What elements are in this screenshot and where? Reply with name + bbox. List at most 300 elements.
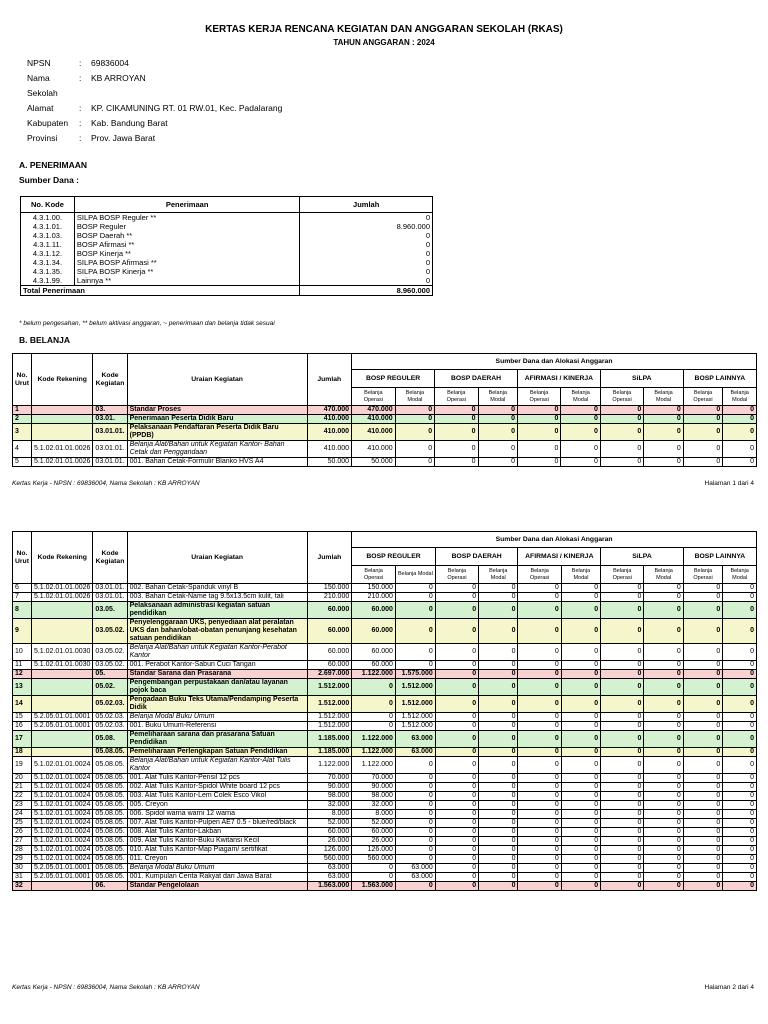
jumlah-cell: 1.185.000 [307,748,352,757]
alokasi-cell: 0 [518,644,561,661]
alokasi-cell: 0 [601,837,644,846]
penerimaan-name-cell: BOSP Afirmasi ** [74,240,299,249]
info-row [27,131,282,146]
alokasi-cell: 0 [479,828,518,837]
alokasi-cell: 0 [683,846,722,855]
alokasi-cell: 0 [644,757,683,774]
uraian-cell: 003. Alat Tulis Kantor-Lem Colek Esco Vikol [127,792,307,801]
alokasi-cell: 0 [723,670,757,679]
fund-group-header: BOSP REGULER [352,370,435,388]
jumlah-cell: 70.000 [307,774,352,783]
alokasi-cell: 0 [683,882,722,891]
kode-kegiatan-cell: 03.01. [93,415,127,424]
col-header: Penerimaan [74,197,299,213]
alokasi-cell: 0 [723,783,757,792]
info-row [27,116,282,131]
alokasi-cell: 0 [601,855,644,864]
kode-rekening-cell: 5.2.05.01.01.0001 [31,713,92,722]
kode-rekening-cell [31,670,92,679]
alokasi-cell: 0 [683,593,722,602]
alokasi-cell: 1.512.000 [395,722,435,731]
belanja-row [13,837,757,846]
jumlah-cell: 8.000 [307,810,352,819]
belanja-modal-header: Belanja Modal [561,388,600,406]
kode-rekening-cell: 5.2.05.01.01.0001 [31,873,92,882]
jumlah-header: Jumlah [307,532,352,584]
jumlah-cell: 560.000 [307,855,352,864]
kode-kegiatan-cell: 05. [93,670,127,679]
alokasi-cell: 1.575.000 [395,670,435,679]
penerimaan-table [20,196,433,296]
alokasi-cell: 60.000 [352,644,396,661]
alokasi-cell: 0 [517,406,560,415]
kode-rekening-cell [31,696,92,713]
alokasi-cell: 0 [723,441,757,458]
alokasi-cell: 0 [683,731,722,748]
alokasi-cell: 0 [435,757,478,774]
alokasi-cell: 0 [352,864,396,873]
belanja-operasi-header: Belanja Operasi [683,388,723,406]
belanja-row [13,855,757,864]
alokasi-cell: 0 [683,670,722,679]
uraian-cell: Belanja Modal Buku Umum [127,713,307,722]
uraian-cell: Penyelenggaraan UKS, penyediaan alat peralatan UKS dan bahan/obat-obatan penunjang kesehatan satuan pendidikan [127,619,307,644]
uraian-cell: 001. Kumpulan Cerita Rakyat dari Jawa Barat [127,873,307,882]
alokasi-cell: 0 [435,864,478,873]
alokasi-cell: 0 [435,873,478,882]
jumlah-cell: 0 [300,231,433,240]
alokasi-cell: 0 [518,696,561,713]
uraian-cell: 001. Buku Umum-Referensi [127,722,307,731]
alokasi-cell: 0 [683,819,722,828]
uraian-cell: Penerimaan Peserta Didik Baru [127,415,307,424]
uraian-cell: 006. Spidol warna warni 12 warna [127,810,307,819]
alokasi-cell: 0 [435,584,478,593]
penerimaan-row [21,231,433,240]
kode-rekening-cell: 5.1.02.01.01.0026 [31,441,92,458]
info-label: Provinsi [27,133,58,143]
fund-group-header: BOSP LAINNYA [683,548,756,566]
alokasi-cell: 0 [518,593,561,602]
alokasi-cell: 0 [601,644,644,661]
fund-group-header: AFIRMASI / KINERJA [518,548,601,566]
penerimaan-row [21,222,433,231]
uraian-cell: 005. Creyon [127,801,307,810]
alokasi-cell: 0 [561,661,600,670]
alokasi-cell: 0 [723,593,757,602]
alokasi-cell: 0 [395,819,435,828]
alokasi-cell: 0 [601,670,644,679]
alokasi-cell: 0 [683,810,722,819]
no-cell: 7 [13,593,32,602]
alokasi-cell: 0 [518,757,561,774]
belanja-row [13,828,757,837]
jumlah-cell: 52.000 [307,819,352,828]
uraian-cell: Belanja Alat/Bahan untuk Kegiatan Kantor-Perabot Kantor [127,644,307,661]
belanja-row [13,619,757,644]
fund-group-header: SiLPA [600,370,683,388]
alokasi-cell: 0 [644,441,683,458]
alokasi-cell: 0 [601,873,644,882]
uraian-cell: Standar Sarana dan Prasarana [127,670,307,679]
jumlah-cell: 0 [300,276,433,286]
alokasi-cell: 0 [723,757,757,774]
no-cell: 27 [13,837,32,846]
uraian-cell: 002. Bahan Cetak-Spanduk vinyl B [127,584,307,593]
school-info [27,56,282,146]
penerimaan-row [21,267,433,276]
alokasi-cell: 0 [683,713,722,722]
jumlah-cell: 210.000 [307,593,352,602]
jumlah-cell: 60.000 [307,828,352,837]
kode-cell: 4.3.1.35. [21,267,75,276]
uraian-cell: Standar Proses [127,406,307,415]
fund-group-header: AFIRMASI / KINERJA [517,370,600,388]
kode-kegiatan-cell: 05.02.03. [93,722,127,731]
alokasi-cell: 0 [395,810,435,819]
alokasi-cell: 0 [723,424,757,441]
info-row [27,101,282,116]
alokasi-cell: 0 [435,458,478,467]
alokasi-cell: 0 [723,644,757,661]
fund-group-header: BOSP REGULER [352,548,436,566]
no-cell: 3 [13,424,32,441]
footer-page-number: Halaman 1 dari 4 [704,480,754,487]
belanja-row [13,679,757,696]
alokasi-cell: 0 [435,713,478,722]
alokasi-cell: 0 [561,748,600,757]
alokasi-cell: 98.000 [352,792,396,801]
jumlah-cell: 0 [300,267,433,276]
alokasi-cell: 0 [683,415,723,424]
alokasi-cell: 1.122.000 [352,731,396,748]
alokasi-cell: 0 [479,819,518,828]
belanja-heading: B. BELANJA [19,335,71,345]
alokasi-cell: 0 [478,415,517,424]
alokasi-cell: 0 [561,670,600,679]
alokasi-cell: 0 [723,696,757,713]
alokasi-cell: 0 [561,801,600,810]
penerimaan-name-cell: BOSP Kinerja ** [74,249,299,258]
kode-rekening-cell: 5.2.05.01.01.0001 [31,722,92,731]
alokasi-cell: 0 [479,619,518,644]
no-cell: 21 [13,783,32,792]
uraian-cell: Pemeliharaan Perlengkapan Satuan Pendidikan [127,748,307,757]
no-cell: 5 [13,458,32,467]
alokasi-cell: 0 [435,661,478,670]
info-row [27,56,282,71]
kode-kegiatan-cell: 05.08.05. [93,757,127,774]
alokasi-cell: 0 [435,748,478,757]
alokasi-cell: 0 [479,810,518,819]
no-cell: 15 [13,713,32,722]
alokasi-cell: 0 [561,696,600,713]
alokasi-cell: 63.000 [395,748,435,757]
alokasi-cell: 410.000 [352,441,396,458]
kode-kegiatan-header: Kode Kegiatan [93,532,127,584]
alokasi-cell: 0 [683,424,723,441]
no-cell: 26 [13,828,32,837]
jumlah-cell: 60.000 [307,644,352,661]
alokasi-cell: 0 [644,855,683,864]
alokasi-cell: 0 [479,731,518,748]
alokasi-cell: 0 [395,458,434,467]
info-label: Kabupaten [27,118,69,128]
info-value: Kab. Bandung Barat [91,118,168,128]
kode-cell: 4.3.1.99. [21,276,75,286]
alokasi-cell: 0 [395,792,435,801]
alokasi-cell: 0 [435,828,478,837]
alokasi-cell: 0 [644,810,683,819]
alokasi-cell: 0 [435,792,478,801]
kode-kegiatan-cell: 05.08.05. [93,783,127,792]
alokasi-cell: 0 [518,602,561,619]
alokasi-cell: 63.000 [395,873,435,882]
alokasi-cell: 0 [601,846,644,855]
penerimaan-row [21,249,433,258]
kode-rekening-cell: 5.1.02.01.01.0026 [31,593,92,602]
alokasi-cell: 0 [561,619,600,644]
footer-left: Kertas Kerja - NPSN : 69836004, Nama Sekolah : KB ARROYAN [12,984,200,991]
jumlah-cell: 470.000 [307,406,352,415]
alokasi-cell: 0 [518,882,561,891]
footer-page-number: Halaman 2 dari 4 [704,984,754,991]
belanja-operasi-header: Belanja Operasi [435,388,478,406]
alokasi-cell: 0 [518,670,561,679]
kode-kegiatan-cell: 03.01.01. [93,584,127,593]
alokasi-cell: 0 [395,828,435,837]
penerimaan-name-cell: SILPA BOSP Reguler ** [74,213,299,223]
kode-kegiatan-cell: 05.08.05. [93,873,127,882]
alokasi-cell: 0 [517,458,560,467]
alokasi-cell: 0 [518,774,561,783]
belanja-modal-header: Belanja Modal [644,566,683,584]
alokasi-cell: 0 [561,810,600,819]
kode-rekening-header: Kode Rekening [31,354,92,406]
belanja-row [13,801,757,810]
alokasi-cell: 0 [601,731,644,748]
kode-kegiatan-cell: 03.05.02. [93,619,127,644]
alokasi-cell: 0 [723,810,757,819]
col-header: Jumlah [300,197,433,213]
alokasi-cell: 32.000 [352,801,396,810]
belanja-operasi-header: Belanja Operasi [352,566,396,584]
belanja-row [13,661,757,670]
alokasi-cell: 0 [518,801,561,810]
alokasi-cell: 0 [517,424,560,441]
alokasi-cell: 1.563.000 [352,882,396,891]
belanja-row [13,696,757,713]
no-cell: 2 [13,415,32,424]
alokasi-cell: 0 [395,801,435,810]
alokasi-cell: 0 [644,670,683,679]
alokasi-cell: 0 [683,864,722,873]
info-sep: : [79,118,82,128]
fund-group-header: BOSP LAINNYA [683,370,756,388]
alokasi-cell: 0 [644,696,683,713]
kode-rekening-cell: 5.1.02.01.01.0024 [31,819,92,828]
belanja-row [13,864,757,873]
alokasi-cell: 0 [723,415,757,424]
alokasi-cell: 0 [601,757,644,774]
alokasi-cell: 0 [479,644,518,661]
kode-kegiatan-cell: 05.08.05. [93,748,127,757]
kode-kegiatan-cell: 05.08.05. [93,801,127,810]
kode-cell: 4.3.1.34. [21,258,75,267]
kode-rekening-cell [31,619,92,644]
kode-rekening-cell: 5.1.02.01.01.0024 [31,801,92,810]
alokasi-cell: 0 [723,873,757,882]
alokasi-cell: 0 [518,819,561,828]
alokasi-cell: 0 [644,584,683,593]
col-header: No. Kode [21,197,75,213]
jumlah-cell: 60.000 [307,661,352,670]
alokasi-cell: 0 [479,864,518,873]
document-subtitle: TAHUN ANGGARAN : 2024 [333,38,435,47]
belanja-row [13,441,757,458]
alokasi-cell: 0 [561,828,600,837]
alokasi-cell: 0 [435,846,478,855]
belanja-row [13,670,757,679]
alokasi-cell: 0 [644,602,683,619]
belanja-row [13,873,757,882]
no-cell: 28 [13,846,32,855]
info-value: KB ARROYAN [91,73,146,83]
alokasi-cell: 26.000 [352,837,396,846]
kode-rekening-cell: 5.1.02.01.01.0026 [31,584,92,593]
belanja-row [13,458,757,467]
alokasi-cell: 0 [478,406,517,415]
info-value: Prov. Jawa Barat [91,133,156,143]
kode-kegiatan-cell: 03. [93,406,127,415]
info-sep: : [79,103,82,113]
alokasi-cell: 0 [644,783,683,792]
alokasi-cell: 0 [478,424,517,441]
belanja-operasi-header: Belanja Operasi [601,566,644,584]
alokasi-cell: 0 [561,406,600,415]
alokasi-cell: 210.000 [352,593,396,602]
uraian-cell: 001. Bahan Cetak-Formulir Blanko HVS A4 [127,458,307,467]
alokasi-cell: 60.000 [352,619,396,644]
no-cell: 17 [13,731,32,748]
belanja-modal-header: Belanja Modal [561,566,600,584]
alokasi-cell: 0 [561,837,600,846]
kode-kegiatan-cell: 05.08.05. [93,864,127,873]
alokasi-cell: 0 [723,584,757,593]
alokasi-cell: 0 [479,584,518,593]
alokasi-cell: 0 [723,774,757,783]
alokasi-cell: 0 [395,415,434,424]
alokasi-cell: 0 [644,458,683,467]
alokasi-cell: 0 [683,406,723,415]
alokasi-cell: 50.000 [352,458,396,467]
uraian-cell: Belanja Alat/Bahan untuk Kegiatan Kantor-Alat Tulis Kantor [127,757,307,774]
jumlah-cell: 90.000 [307,783,352,792]
alokasi-cell: 0 [683,679,722,696]
alokasi-cell: 0 [644,644,683,661]
kode-kegiatan-cell: 05.02. [93,679,127,696]
kode-kegiatan-cell: 03.05. [93,602,127,619]
alokasi-cell: 0 [352,713,396,722]
document-title: KERTAS KERJA RENCANA KEGIATAN DAN ANGGARAN SEKOLAH (RKAS) [205,24,563,35]
kode-rekening-cell [31,748,92,757]
alokasi-cell: 0 [683,458,723,467]
alokasi-cell: 0 [352,873,396,882]
alokasi-cell: 0 [561,584,600,593]
uraian-header: Uraian Kegiatan [127,532,307,584]
alokasi-cell: 0 [683,696,722,713]
kode-rekening-cell [31,424,92,441]
alokasi-cell: 0 [644,415,683,424]
alokasi-cell: 0 [644,828,683,837]
alokasi-cell: 0 [601,783,644,792]
alokasi-cell: 0 [479,679,518,696]
belanja-row [13,748,757,757]
jumlah-cell: 1.512.000 [307,722,352,731]
alokasi-cell: 0 [683,855,722,864]
alokasi-cell: 0 [561,424,600,441]
belanja-modal-header: Belanja Modal [723,566,757,584]
jumlah-cell: 410.000 [307,441,352,458]
alokasi-cell: 0 [723,864,757,873]
info-sep: : [79,58,82,68]
kode-kegiatan-cell: 05.08.05. [93,855,127,864]
sumber-dana-header: Sumber Dana dan Alokasi Anggaran [352,532,757,548]
alokasi-cell: 0 [479,855,518,864]
alokasi-cell: 0 [683,828,722,837]
alokasi-cell: 0 [479,837,518,846]
jumlah-cell: 1.122.000 [307,757,352,774]
belanja-row [13,584,757,593]
kode-kegiatan-cell: 03.01.01. [93,424,127,441]
alokasi-cell: 0 [723,458,757,467]
kode-rekening-cell: 5.1.02.01.01.0024 [31,757,92,774]
alokasi-cell: 0 [683,783,722,792]
alokasi-cell: 0 [644,792,683,801]
no-cell: 25 [13,819,32,828]
alokasi-cell: 0 [561,644,600,661]
alokasi-cell: 0 [644,593,683,602]
alokasi-cell: 1.512.000 [395,713,435,722]
alokasi-cell: 0 [683,774,722,783]
alokasi-cell: 0 [395,774,435,783]
alokasi-cell: 0 [601,801,644,810]
kode-cell: 4.3.1.12. [21,249,75,258]
no-cell: 24 [13,810,32,819]
no-cell: 11 [13,661,32,670]
alokasi-cell: 0 [395,757,435,774]
alokasi-cell: 0 [435,593,478,602]
alokasi-cell: 0 [644,722,683,731]
total-value: 8.960.000 [300,286,433,296]
belanja-operasi-header: Belanja Operasi [352,388,396,406]
alokasi-cell: 0 [601,819,644,828]
uraian-cell: 011. Creyon [127,855,307,864]
alokasi-cell: 0 [395,644,435,661]
kode-rekening-cell [31,602,92,619]
kode-rekening-cell: 5.1.02.01.01.0030 [31,661,92,670]
alokasi-cell: 0 [435,837,478,846]
no-cell: 9 [13,619,32,644]
alokasi-cell: 1.122.000 [352,757,396,774]
belanja-row [13,783,757,792]
alokasi-cell: 410.000 [352,424,396,441]
alokasi-cell: 0 [601,828,644,837]
alokasi-cell: 0 [518,828,561,837]
belanja-modal-header: Belanja Modal [479,566,518,584]
jumlah-cell: 0 [300,258,433,267]
kode-rekening-cell: 5.2.05.01.01.0001 [31,864,92,873]
